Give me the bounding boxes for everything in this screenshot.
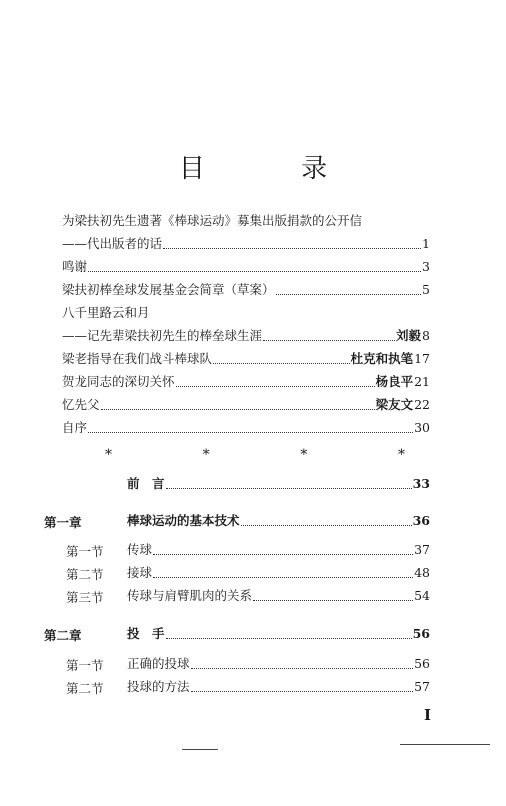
toc-entry-open-letter: [62, 213, 420, 229]
page-number: 54: [414, 588, 430, 603]
entry-title: 梁扶初棒垒球发展基金会简章（草案）: [62, 282, 275, 297]
toc-entry-foundation-charter: [62, 282, 430, 298]
dot-leader: [101, 409, 375, 410]
section-label: 第一节: [66, 658, 104, 673]
entry-author: 杨良平: [375, 374, 414, 389]
toc-entry-he-long: [62, 374, 430, 390]
section-divider-stars: [105, 447, 405, 463]
section-title: 传球: [127, 542, 153, 557]
page-number: 56: [412, 626, 430, 641]
entry-title: 忆先父: [62, 397, 100, 412]
section-label: 第二节: [66, 567, 104, 582]
dot-leader: [276, 294, 422, 295]
toc-section: [127, 679, 430, 695]
section-label: 第一节: [66, 544, 104, 559]
chapter-title: 投 手: [127, 626, 165, 641]
star-ornament: *: [105, 447, 112, 463]
page-number: 1: [422, 236, 430, 251]
dot-leader: [191, 668, 414, 669]
toc-entry-publisher-note: [62, 236, 430, 252]
page-folio: I: [424, 706, 432, 724]
dot-leader: [166, 488, 412, 489]
entry-title: 八千里路云和月: [62, 305, 150, 320]
section-title: 传球与肩臂肌肉的关系: [127, 588, 253, 603]
star-ornament: *: [300, 447, 308, 463]
toc-entry-foreword: [127, 476, 430, 492]
toc-entry-battle-team: [62, 351, 430, 367]
section-title: 投球的方法: [127, 679, 190, 694]
star-ornament: *: [202, 447, 210, 463]
star-ornament: *: [397, 447, 405, 463]
page-number: 37: [414, 542, 430, 557]
chapter-label: 第一章: [44, 515, 82, 530]
page-number: 8: [422, 328, 430, 343]
entry-title: 自序: [62, 420, 88, 435]
toc-entry-author-preface: [62, 420, 430, 436]
dot-leader: [88, 432, 413, 433]
dot-leader: [213, 363, 350, 364]
section-title: 正确的投球: [127, 656, 190, 671]
toc-section: [127, 656, 430, 672]
page-title: 目 录: [178, 154, 372, 184]
dot-leader: [153, 554, 413, 555]
entry-title: ——记先辈梁扶初先生的棒垒球生涯: [62, 328, 263, 343]
toc-chapter-1: [127, 513, 430, 529]
toc-section: [127, 588, 430, 604]
entry-title: 为梁扶初先生遗著《棒球运动》募集出版捐款的公开信: [62, 213, 363, 228]
entry-author: 刘毅: [396, 328, 422, 343]
dot-leader: [176, 386, 375, 387]
dot-leader: [263, 340, 395, 341]
page-number: 3: [422, 259, 430, 274]
dot-leader: [153, 577, 413, 578]
page-number: 56: [414, 656, 430, 671]
dot-leader: [253, 600, 413, 601]
page-number: 22: [414, 397, 430, 412]
toc-chapter-2: [127, 626, 430, 642]
chapter-label: 第二章: [44, 628, 82, 643]
toc-entry-eight-thousand-li: [62, 305, 430, 321]
page-number: 33: [412, 476, 430, 491]
dot-leader: [88, 271, 421, 272]
toc-entry-career-record: [62, 328, 430, 344]
page-number: 48: [414, 565, 430, 580]
entry-title: 梁老指导在我们战斗棒球队: [62, 351, 213, 366]
scan-mark: [182, 749, 218, 750]
toc-entry-late-father: [62, 397, 430, 413]
entry-title: 贺龙同志的深切关怀: [62, 374, 175, 389]
section-label: 第三节: [66, 590, 104, 605]
entry-title: ——代出版者的话: [62, 236, 163, 251]
page-number: 57: [414, 679, 430, 694]
section-label: 第二节: [66, 681, 104, 696]
chapter-title: 棒球运动的基本技术: [127, 513, 240, 528]
dot-leader: [241, 525, 412, 526]
page-number: 21: [414, 374, 430, 389]
page-number: 17: [414, 351, 430, 366]
entry-title: 前 言: [127, 476, 165, 491]
dot-leader: [191, 691, 414, 692]
section-title: 接球: [127, 565, 153, 580]
entry-author: 杜克和执笔: [350, 351, 414, 366]
toc-section: [127, 565, 430, 581]
entry-title: 鸣谢: [62, 259, 88, 274]
dot-leader: [166, 638, 412, 639]
dot-leader: [163, 248, 421, 249]
page-number: 36: [412, 513, 430, 528]
toc-entry-acknowledgements: [62, 259, 430, 275]
toc-section: [127, 542, 430, 558]
page-number: 30: [414, 420, 430, 435]
page-number: 5: [422, 282, 430, 297]
scan-mark: [400, 744, 490, 745]
entry-author: 梁友文: [375, 397, 414, 412]
